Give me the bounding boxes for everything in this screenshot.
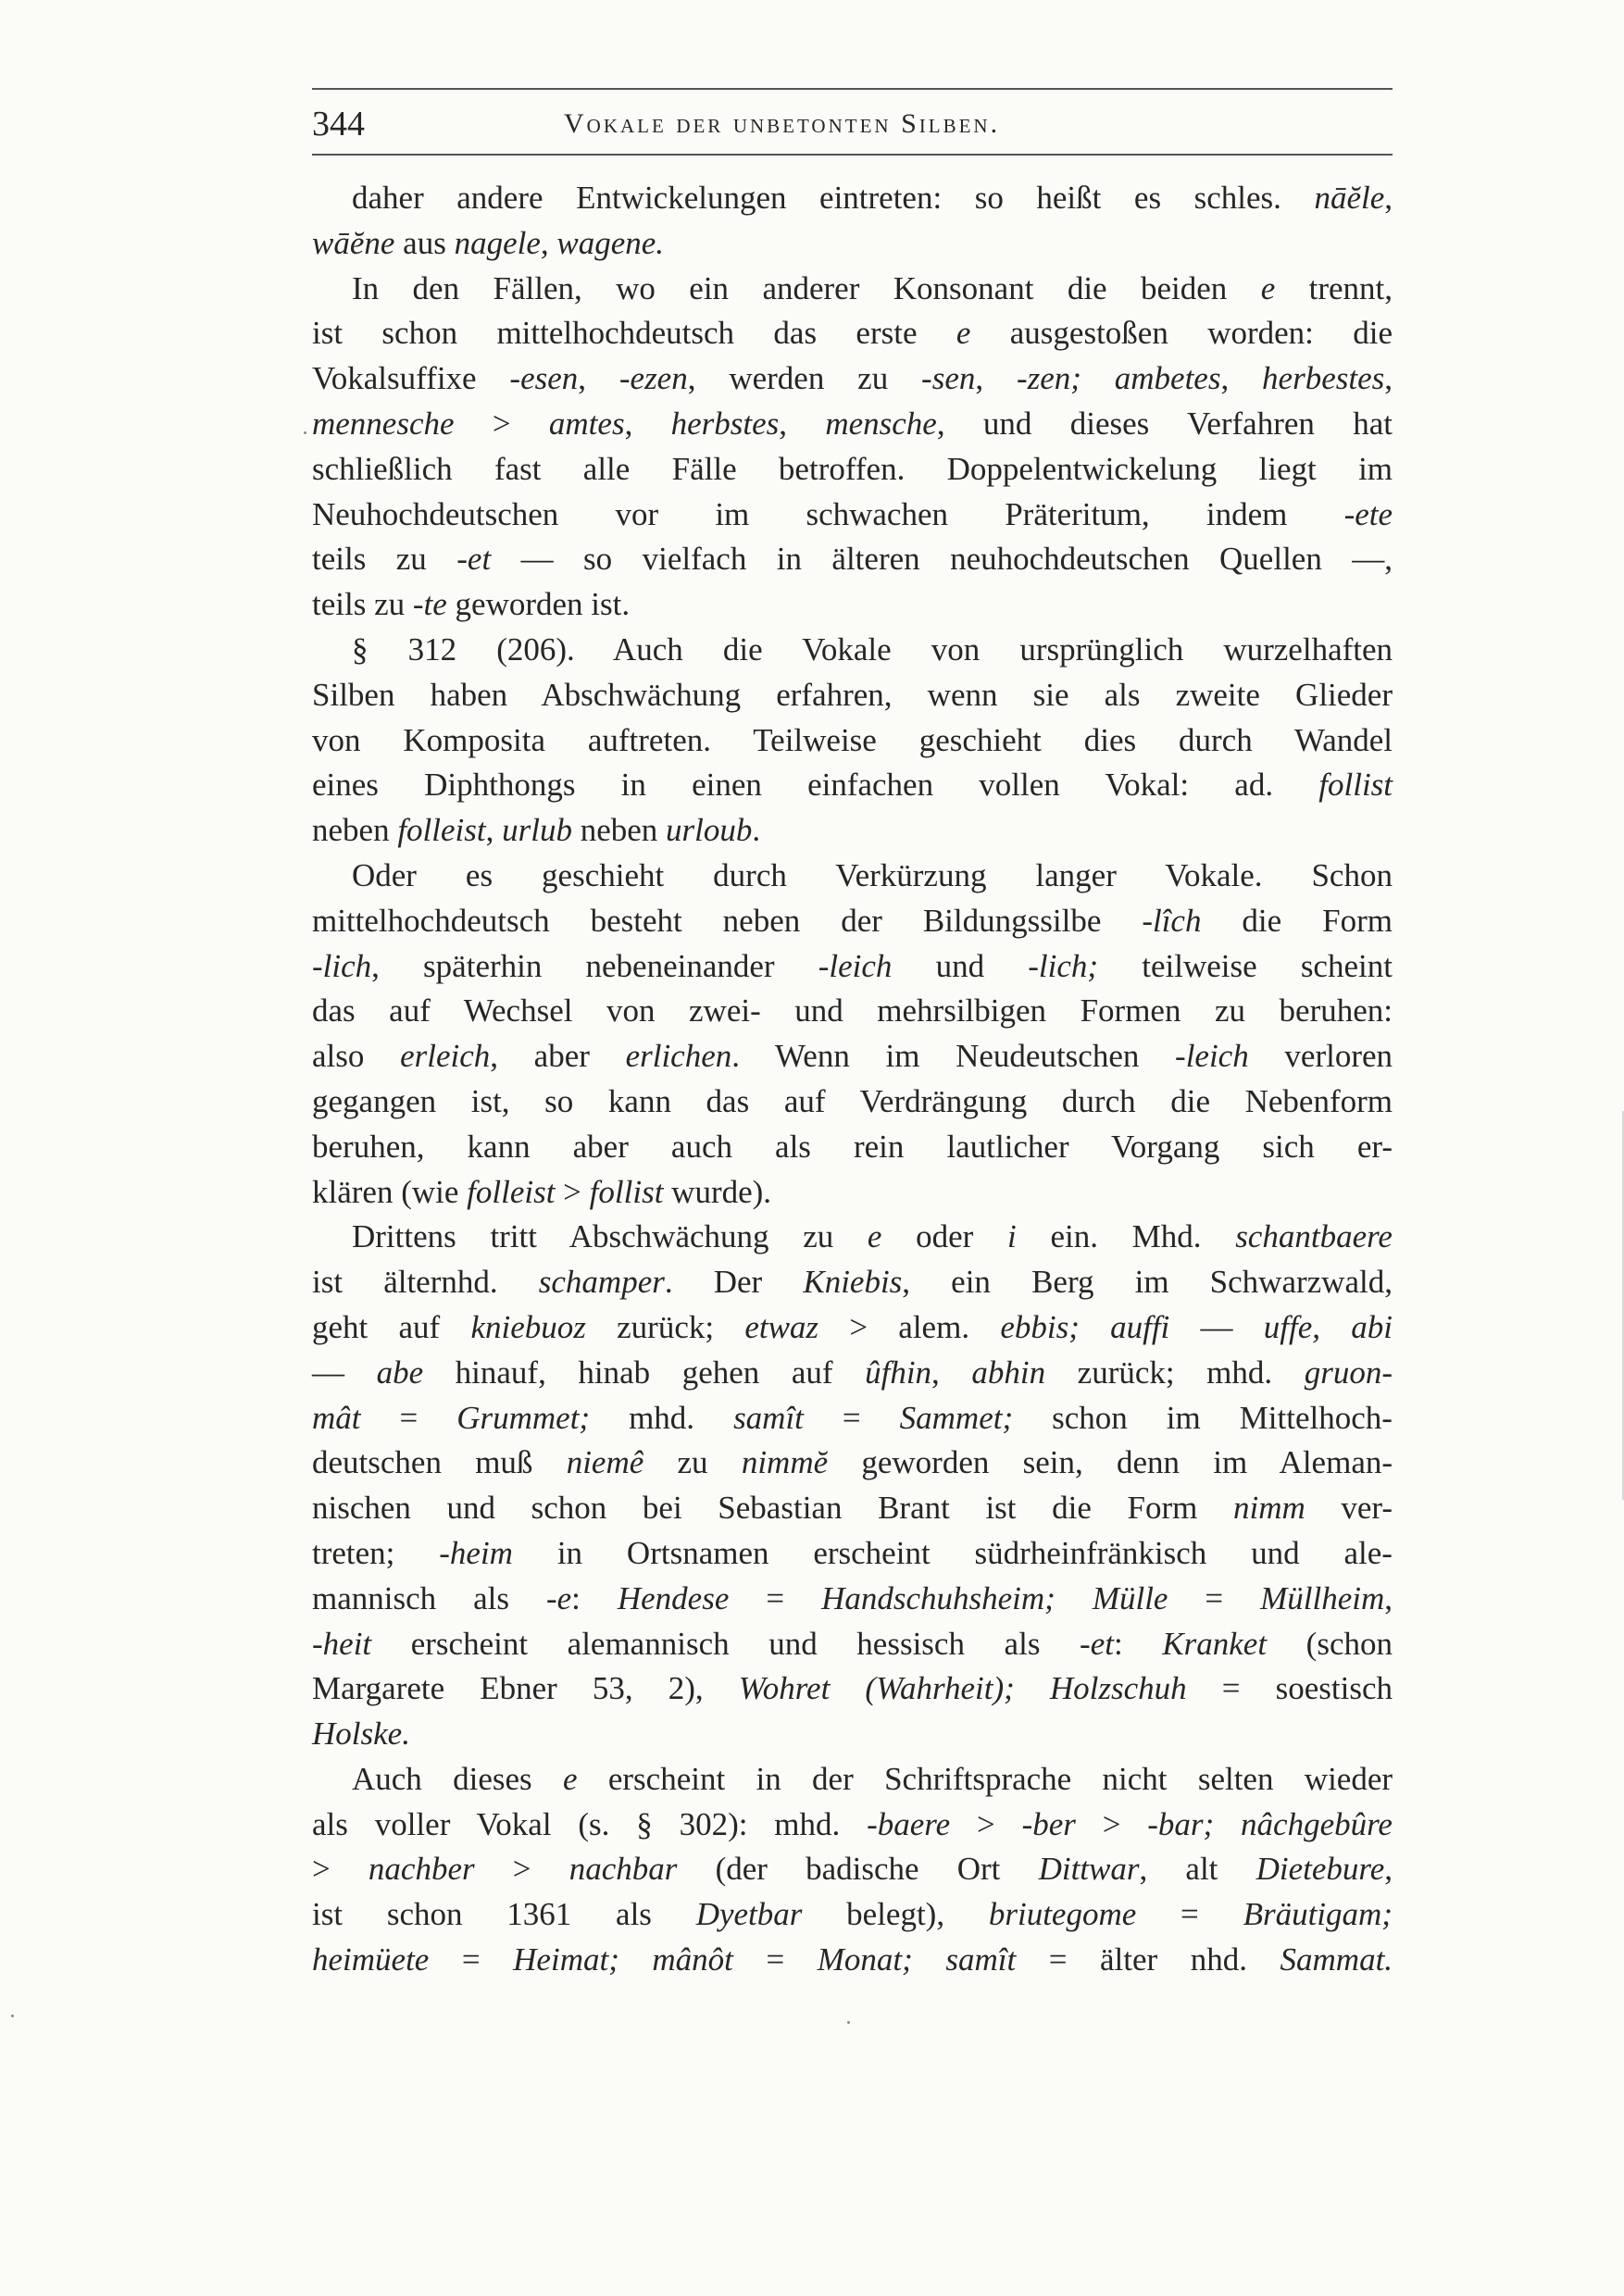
italic-term: folleist: [397, 812, 486, 849]
text-run: also: [312, 1038, 401, 1075]
text-run: teils zu: [312, 541, 457, 578]
italic-term: nāĕle: [1314, 180, 1385, 216]
text-run: schließlich fast alle Fälle betroffen. Doppelentwickelung liegt im: [312, 450, 1393, 487]
italic-term: follist: [589, 1173, 664, 1210]
text-run: mannisch als: [312, 1579, 546, 1616]
text-run: (schon: [1267, 1625, 1393, 1662]
text-line: [312, 1215, 1393, 1260]
italic-term: -ete: [1343, 495, 1393, 532]
italic-term: e: [867, 1218, 882, 1255]
italic-term: -zen; ambetes: [1016, 360, 1221, 397]
text-run: hinauf, hinab gehen auf: [423, 1354, 866, 1391]
text-line: [312, 628, 1393, 673]
scan-speck: [11, 2015, 14, 2017]
italic-term: kniebuoz: [470, 1308, 586, 1345]
paragraph: [312, 1215, 1393, 1757]
text-run: > alem.: [818, 1308, 1001, 1345]
header-rule-bottom: [312, 154, 1393, 156]
italic-term: -et: [1080, 1625, 1114, 1662]
text-run: klären (wie: [312, 1173, 468, 1210]
text-run: beruhen, kann aber auch als rein lautlicher Vorgang sich er-: [312, 1128, 1393, 1165]
text-run: ausgestoßen worden: die: [970, 315, 1393, 352]
text-run: — so vielfach in älteren neuhochdeutschen Quellen —,: [491, 541, 1393, 578]
text-run: oder: [881, 1218, 1008, 1255]
text-run: ,: [578, 360, 619, 397]
text-run: =: [429, 1941, 514, 1978]
text-run: erscheint alemannisch und hessisch als: [371, 1625, 1081, 1662]
italic-term: herbestes: [1262, 360, 1385, 397]
italic-term: abe: [376, 1354, 424, 1391]
text-run: zu: [643, 1444, 742, 1481]
text-line: [312, 1666, 1393, 1712]
italic-term: Wohret (Wahrheit); Holzschuh: [738, 1670, 1187, 1707]
italic-term: -et: [456, 541, 492, 578]
text-run: Neuhochdeutschen vor im schwachen Präteritum, indem: [312, 495, 1344, 532]
text-run: ,: [624, 405, 671, 442]
text-run: =: [803, 1399, 900, 1436]
italic-term: ebbis; auffi: [1000, 1308, 1170, 1345]
text-line: [312, 1803, 1393, 1848]
text-run: .: [752, 812, 761, 849]
italic-term: mensche: [825, 405, 937, 442]
text-run: ,: [1384, 1579, 1393, 1616]
text-run: ,: [975, 360, 1017, 397]
text-run: ,: [485, 812, 503, 849]
text-run: , aber: [490, 1038, 626, 1075]
paragraph: [312, 628, 1393, 854]
italic-term: Dyetbar: [695, 1896, 803, 1933]
italic-term: niemê: [566, 1444, 644, 1481]
text-run: Drittens tritt Abschwächung zu: [352, 1218, 868, 1255]
text-run: geworden ist.: [446, 586, 631, 623]
italic-term: herbstes: [670, 405, 780, 442]
text-run: treten;: [312, 1534, 440, 1571]
scan-speck: [847, 2021, 850, 2024]
italic-term: mânôt: [652, 1941, 733, 1978]
text-line: [312, 221, 1393, 267]
text-run: und: [892, 947, 1029, 984]
text-run: deutschen muß: [312, 1444, 567, 1481]
paragraph: [312, 1757, 1393, 1983]
italic-term: Kniebis: [803, 1264, 903, 1301]
text-run: Silben haben Abschwächung erfahren, wenn sie als zweite Glieder: [312, 676, 1393, 713]
text-run: , werden zu: [687, 360, 922, 397]
text-line: [312, 493, 1393, 538]
text-run: In den Fällen, wo ein anderer Konsonant die beiden: [352, 269, 1261, 306]
italic-term: gruon-: [1304, 1354, 1393, 1391]
text-run: aus: [394, 224, 455, 261]
italic-term: i: [1007, 1218, 1017, 1255]
italic-term: e: [563, 1760, 578, 1797]
text-run: von Komposita auftreten. Teilweise geschieht dies durch Wandel: [312, 721, 1393, 758]
italic-term: Holske.: [312, 1716, 410, 1753]
text-run: ver-: [1305, 1490, 1393, 1527]
italic-term: follist: [1318, 767, 1393, 804]
text-run: ist schon 1361 als: [312, 1896, 696, 1933]
italic-term: nimmĕ: [741, 1444, 829, 1481]
text-run: nischen und schon bei Sebastian Brant ist die Form: [312, 1490, 1233, 1527]
text-line: [312, 1351, 1393, 1396]
text-line: [312, 899, 1393, 944]
text-run: =: [729, 1579, 822, 1616]
text-line: [312, 1170, 1393, 1216]
text-line: [312, 673, 1393, 718]
italic-term: -leich: [818, 947, 893, 984]
text-line: [312, 356, 1393, 402]
text-line: [312, 944, 1393, 990]
text-line: [312, 718, 1393, 764]
text-run: zurück;: [585, 1308, 745, 1345]
italic-term: heimüete: [312, 1941, 430, 1978]
italic-term: urlub: [502, 812, 572, 849]
text-run: =: [1168, 1579, 1261, 1616]
italic-term: Sammat.: [1280, 1941, 1393, 1978]
italic-term: schamper: [538, 1264, 665, 1301]
text-run: teils zu: [312, 586, 413, 623]
paragraph: [312, 854, 1393, 1215]
scan-speck: [304, 431, 306, 434]
italic-term: -ber: [1021, 1805, 1076, 1842]
italic-term: urloub: [666, 812, 753, 849]
text-run: ist schon mittelhochdeutsch das erste: [312, 315, 956, 352]
text-run: , und dieses Verfahren hat: [936, 405, 1393, 442]
italic-term: -esen: [509, 360, 579, 397]
italic-term: Bräutigam;: [1243, 1896, 1393, 1933]
text-line: [312, 1622, 1393, 1667]
text-run: wurde).: [663, 1173, 772, 1210]
text-line: [312, 808, 1393, 854]
text-run: in Ortsnamen erscheint südrheinfränkisch und ale-: [512, 1534, 1393, 1571]
text-run: = soestisch: [1186, 1670, 1393, 1707]
text-run: . Wenn im Neudeutschen: [731, 1038, 1176, 1075]
text-run: daher andere Entwickelungen eintreten: so heißt es schles.: [352, 180, 1315, 216]
text-run: ,: [1384, 360, 1393, 397]
text-run: gegangen ist, so kann das auf Verdrängung durch die Nebenform: [312, 1082, 1393, 1119]
text-run: Oder es geschieht durch Verkürzung langer Vokale. Schon: [352, 856, 1393, 893]
italic-term: schantbaere: [1235, 1218, 1393, 1255]
text-run: als voller Vokal (s. § 302): mhd.: [312, 1805, 868, 1842]
italic-term: briutegome: [988, 1896, 1137, 1933]
italic-term: Kranket: [1162, 1625, 1268, 1662]
text-run: =: [732, 1941, 818, 1978]
text-run: geht auf: [312, 1308, 471, 1345]
italic-term: Monat;: [817, 1941, 913, 1978]
italic-term: Heimat;: [513, 1941, 619, 1978]
text-run: >: [555, 1173, 590, 1210]
text-run: zurück; mhd.: [1045, 1354, 1305, 1391]
italic-term: nachber: [368, 1851, 475, 1888]
italic-term: Hendese: [617, 1579, 730, 1616]
text-run: schon im Mittelhoch-: [1013, 1399, 1393, 1436]
text-run: [913, 1941, 946, 1978]
text-run: verloren: [1248, 1038, 1393, 1075]
paragraph: [312, 176, 1393, 267]
text-run: teilweise scheint: [1098, 947, 1393, 984]
page-body: [312, 176, 1393, 1983]
text-run: ,: [1384, 1851, 1393, 1888]
text-run: =: [1136, 1896, 1243, 1933]
text-line: [312, 402, 1393, 447]
text-run: >: [454, 405, 549, 442]
paragraph: [312, 267, 1393, 628]
text-line: [312, 1486, 1393, 1531]
text-run: . Der: [664, 1264, 804, 1301]
italic-term: Sammet;: [899, 1399, 1014, 1436]
italic-term: e: [1260, 269, 1276, 306]
text-run: >: [474, 1851, 569, 1888]
italic-term: samît: [733, 1399, 804, 1436]
text-line: [312, 1757, 1393, 1803]
italic-term: erleich: [400, 1038, 491, 1075]
text-run: (der badische Ort: [677, 1851, 1039, 1888]
italic-term: folleist: [467, 1173, 556, 1210]
text-run: ist älternhd.: [312, 1264, 539, 1301]
text-line: [312, 1260, 1393, 1305]
italic-term: -ezen: [618, 360, 688, 397]
text-line: [312, 311, 1393, 356]
text-line: [312, 989, 1393, 1034]
italic-term: -heit: [312, 1625, 372, 1662]
text-run: >: [312, 1851, 369, 1888]
italic-term: -sen: [921, 360, 976, 397]
text-run: , späterhin nebeneinander: [371, 947, 818, 984]
italic-term: e: [956, 315, 971, 352]
text-run: § 312 (206). Auch die Vokale von ursprünglich wurzelhaften: [352, 630, 1393, 668]
text-line: [312, 1531, 1393, 1577]
text-run: ,: [779, 405, 826, 442]
italic-term: amtes: [548, 405, 625, 442]
text-line: [312, 1847, 1393, 1892]
text-run: , ein Berg im Schwarzwald,: [902, 1264, 1393, 1301]
italic-term: -bar; nâchgebûre: [1147, 1805, 1393, 1842]
text-line: [312, 1938, 1393, 1983]
italic-term: nagele, wagene.: [454, 224, 665, 261]
text-run: [1056, 1580, 1093, 1616]
text-run: trennt,: [1275, 269, 1393, 306]
italic-term: -lich: [312, 947, 372, 984]
text-line: [312, 1034, 1393, 1079]
italic-term: samît: [945, 1941, 1017, 1978]
italic-term: -leich: [1175, 1038, 1249, 1075]
italic-term: Grummet;: [456, 1399, 591, 1436]
text-run: [619, 1941, 653, 1978]
header-rule-top: [312, 88, 1393, 90]
text-run: ,: [1384, 180, 1393, 216]
text-run: eines Diphthongs in einen einfachen vollen Vokal: ad.: [312, 767, 1319, 804]
text-run: ein. Mhd.: [1016, 1218, 1236, 1255]
text-run: :: [1113, 1625, 1163, 1662]
text-run: ,: [1220, 360, 1263, 397]
italic-term: Müllheim: [1260, 1579, 1385, 1616]
text-line: [312, 1305, 1393, 1351]
italic-term: mât: [312, 1399, 361, 1436]
italic-term: wāĕne: [312, 224, 395, 261]
text-run: Auch dieses: [352, 1760, 563, 1797]
italic-term: erlichen: [625, 1038, 732, 1075]
text-run: >: [950, 1805, 1022, 1842]
text-run: die Form: [1201, 902, 1393, 939]
text-line: [312, 854, 1393, 899]
text-run: Margarete Ebner 53, 2),: [312, 1670, 739, 1707]
italic-term: -baere: [867, 1805, 951, 1842]
text-line: [312, 267, 1393, 312]
italic-term: abhin: [971, 1354, 1046, 1391]
text-run: neben: [571, 812, 667, 849]
text-line: [312, 1441, 1393, 1486]
italic-term: -lich;: [1028, 947, 1099, 984]
italic-term: -heim: [439, 1534, 513, 1571]
italic-term: mennesche: [312, 405, 455, 442]
italic-term: -te: [412, 586, 447, 623]
italic-term: Mülle: [1092, 1579, 1168, 1616]
text-line: [312, 1577, 1393, 1622]
text-run: >: [1075, 1805, 1148, 1842]
text-line: [312, 537, 1393, 582]
italic-term: Handschuhsheim;: [821, 1579, 1056, 1616]
text-run: neben: [312, 812, 398, 849]
text-run: erscheint in der Schriftsprache nicht selten wieder: [577, 1760, 1393, 1797]
text-run: mittelhochdeutsch besteht neben der Bildungssilbe: [312, 902, 1143, 939]
text-line: [312, 1396, 1393, 1441]
page-number: 344: [312, 105, 365, 144]
text-line: [312, 176, 1393, 221]
text-run: mhd.: [590, 1399, 734, 1436]
italic-term: -e: [545, 1579, 572, 1616]
text-run: =: [360, 1399, 457, 1436]
italic-term: ûfhin: [865, 1354, 932, 1391]
text-run: das auf Wechsel von zwei- und mehrsilbigen Formen zu beruhen:: [312, 992, 1393, 1029]
italic-term: etwaz: [744, 1308, 819, 1345]
text-line: [312, 447, 1393, 493]
text-run: geworden sein, denn im Aleman-: [828, 1444, 1393, 1481]
text-line: [312, 763, 1393, 808]
running-title: Vokale der unbetonten Silben.: [564, 108, 1001, 139]
text-line: [312, 1125, 1393, 1170]
italic-term: Dittwar: [1038, 1851, 1140, 1888]
text-run: —: [1169, 1308, 1264, 1345]
italic-term: nachbar: [568, 1851, 678, 1888]
text-run: = älter nhd.: [1016, 1941, 1280, 1978]
text-run: ,: [931, 1354, 972, 1391]
text-run: belegt),: [802, 1896, 989, 1933]
text-line: [312, 582, 1393, 628]
text-run: Vokalsuffixe: [312, 360, 510, 397]
text-run: —: [312, 1354, 377, 1391]
italic-term: Dietebure: [1255, 1851, 1385, 1888]
italic-term: nimm: [1232, 1490, 1305, 1527]
text-run: :: [571, 1579, 618, 1616]
italic-term: -lîch: [1142, 902, 1202, 939]
text-line: [312, 1712, 1393, 1757]
text-line: [312, 1892, 1393, 1938]
text-run: , alt: [1139, 1851, 1256, 1888]
text-line: [312, 1079, 1393, 1125]
italic-term: uffe, abi: [1263, 1308, 1393, 1345]
